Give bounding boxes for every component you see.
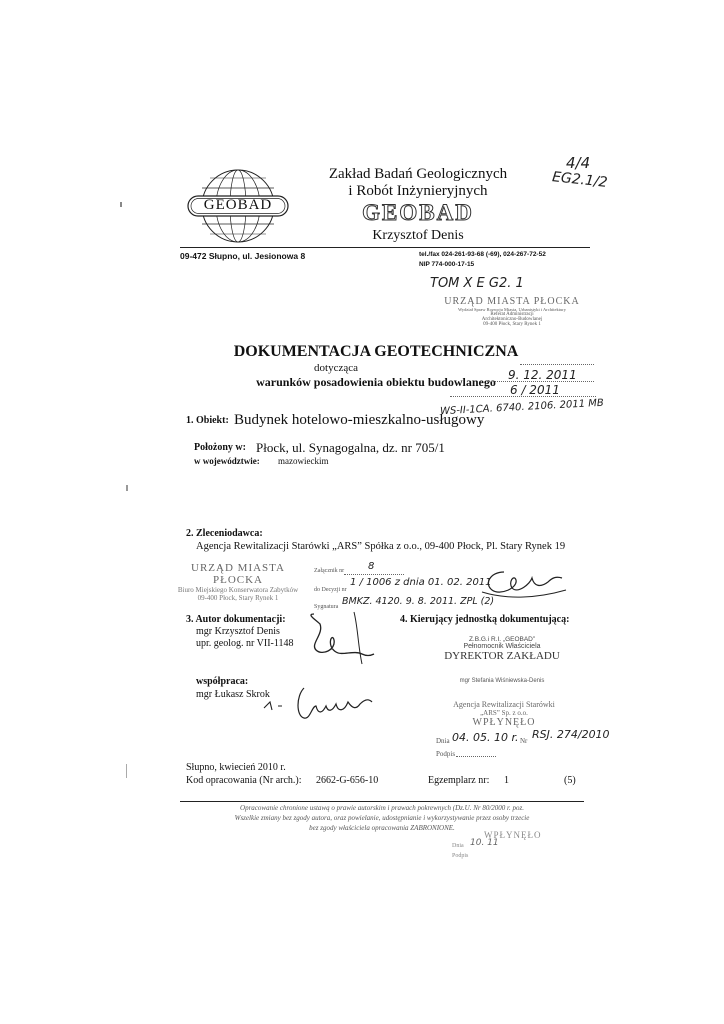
copy-number-value: 1	[504, 775, 509, 786]
decision-label: do Decyzji nr	[314, 587, 347, 593]
stamp-line: 09-400 Płock, Stary Rynek 1	[197, 594, 279, 602]
stamp-line: Biuro Miejskiego Konserwatora Zabytków	[177, 586, 299, 594]
stamp-line: Wydział Spraw Rozwoju Miasta, Urbanistyki i Architektury	[457, 307, 567, 312]
stamp-line: Agencja Rewitalizacji Starówki	[453, 700, 555, 709]
cooperation-name: mgr Łukasz Skrok	[196, 689, 270, 700]
author-label: 3. Autor dokumentacji:	[186, 614, 286, 625]
corner-note-code: EG2.1/2	[551, 169, 609, 191]
unit-head-label: 4. Kierujący jednostką dokumentującą:	[400, 614, 570, 625]
stamp-line: WPŁYNĘŁO	[472, 717, 536, 728]
stamp-line: Referat Administracji	[490, 312, 534, 317]
client-label: 2. Zleceniodawca:	[186, 528, 263, 539]
handwritten-number: 6 / 2011	[510, 383, 560, 397]
attachment-value: 8	[368, 561, 375, 572]
company-name-line1: Zakład Badań Geologicznych	[328, 166, 508, 182]
copy-number-label: Egzemplarz nr:	[428, 775, 490, 786]
copyright-notice-line1: Opracowanie chronione ustawą o prawie autorskim i prawach pokrewnych (Dz.U. Nr 80/2000 r. poz.	[240, 804, 524, 812]
scan-speck	[126, 485, 128, 491]
voivodeship-value: mazowieckim	[278, 456, 329, 466]
object-value: Budynek hotelowo-mieszkalno-usługowy	[234, 412, 485, 428]
cooperation-label: współpraca:	[196, 676, 249, 687]
stamp-title: URZĄD MIASTA PŁOCKA	[444, 296, 580, 307]
handwritten-case-ref: WS-II-1CA. 6740. 2106. 2011 MB	[439, 397, 604, 418]
document-subtitle: dotycząca	[314, 362, 358, 374]
decision-value: 1 / 1006 z dnia 01. 02. 2011	[350, 577, 492, 588]
copy-total: (5)	[564, 775, 576, 786]
ars-number-value: RSJ. 274/2010	[532, 728, 610, 741]
stamp-title: URZĄD MIASTA PŁOCKA	[191, 562, 285, 586]
company-owner: Krzysztof Denis	[372, 228, 464, 243]
handwritten-date: 9. 12. 2011	[508, 368, 577, 382]
received-date-value: 10. 11	[470, 838, 499, 848]
company-nip: NIP 774-000-17-15	[419, 261, 475, 268]
footer-rule	[180, 801, 584, 802]
received-date-label: Dnia	[452, 843, 464, 849]
received-signature-label: Podpis	[452, 853, 469, 859]
conservator-signature-icon	[478, 566, 568, 600]
stamp-line: 09-400 Płock, Stary Rynek 1	[483, 322, 541, 327]
archive-code-value: 2662-G-656-10	[316, 775, 379, 786]
voivodeship-label: w województwie:	[194, 456, 260, 466]
city-office-stamp	[432, 296, 592, 327]
header-rule	[180, 247, 590, 248]
stamp-line: mgr Stefania Wiśniewska-Denis	[459, 678, 545, 684]
copyright-notice-line3: bez zgody właściciela opracowania ZABRONIONE.	[309, 824, 455, 832]
company-name-line2: i Robót Inżynieryjnych	[348, 183, 488, 199]
ars-number-label: Nr	[520, 737, 528, 745]
location-value: Płock, ul. Synagogalna, dz. nr 705/1	[256, 440, 445, 455]
signature-ref-label: Sygnatura	[314, 604, 339, 610]
document-subject: warunków posadowienia obiektu budowlanego	[256, 375, 496, 389]
stamp-line: Architektoniczno-Budowlanej	[481, 317, 543, 322]
company-phone: tel./fax 024-261-93-68 (-69), 024-267-72-52	[419, 251, 546, 258]
stamp-line: DYREKTOR ZAKŁADU	[444, 650, 560, 662]
company-address: 09-472 Słupno, ul. Jesionowa 8	[180, 251, 306, 261]
logo-text: GEOBAD	[203, 197, 273, 213]
scan-speck	[120, 202, 122, 207]
geobad-logo	[186, 166, 290, 246]
corner-note-number: 4/4	[566, 154, 591, 172]
ars-received-stamp	[424, 700, 584, 728]
conservator-stamp	[168, 562, 308, 602]
ars-signature-label: Podpis	[436, 750, 456, 758]
archive-code-label: Kod opracowania (Nr arch.):	[186, 775, 302, 786]
company-brand: GEOBAD	[362, 200, 474, 225]
attachment-label: Załącznik nr	[314, 568, 345, 574]
client-value: Agencja Rewitalizacji Starówki „ARS” Spółka z o.o., 09-400 Płock, Pl. Stary Rynek 19	[196, 541, 566, 552]
location-label: Położony w:	[194, 442, 246, 453]
document-title: DOKUMENTACJA GEOTECHNICZNA	[233, 343, 519, 360]
signature-ref-value: BMKZ. 4120. 9. 8. 2011. ZPL (2)	[342, 596, 495, 607]
ars-date-value: 04. 05. 10 r.	[452, 731, 519, 744]
ars-date-label: Dnia	[436, 737, 450, 745]
coauthor-signature-icon	[260, 682, 380, 722]
stamp-line: Z.B.G.i R.I. „GEOBAD”	[468, 636, 536, 643]
object-label: 1. Obiekt:	[186, 415, 229, 426]
place-date: Słupno, kwiecień 2010 r.	[186, 762, 286, 773]
stamp-line: „ARS” Sp. z o.o.	[480, 709, 528, 717]
author-signature-icon	[296, 610, 376, 670]
stamp-line: Pełnomocnik Właściciela	[463, 643, 541, 650]
handwritten-volume-ref: TOM X E G2. 1	[430, 276, 524, 291]
director-stamp	[412, 636, 592, 684]
scan-speck	[126, 764, 127, 778]
author-name: mgr Krzysztof Denis	[196, 626, 280, 637]
copyright-notice-line2: Wszelkie zmiany bez zgody autora, oraz powielanie, udostępnianie i wykorzystywanie przez osoby trzecie	[234, 814, 530, 822]
received-stamp: WPŁYNĘŁO	[484, 830, 542, 840]
author-license: upr. geolog. nr VII-1148	[196, 638, 294, 649]
